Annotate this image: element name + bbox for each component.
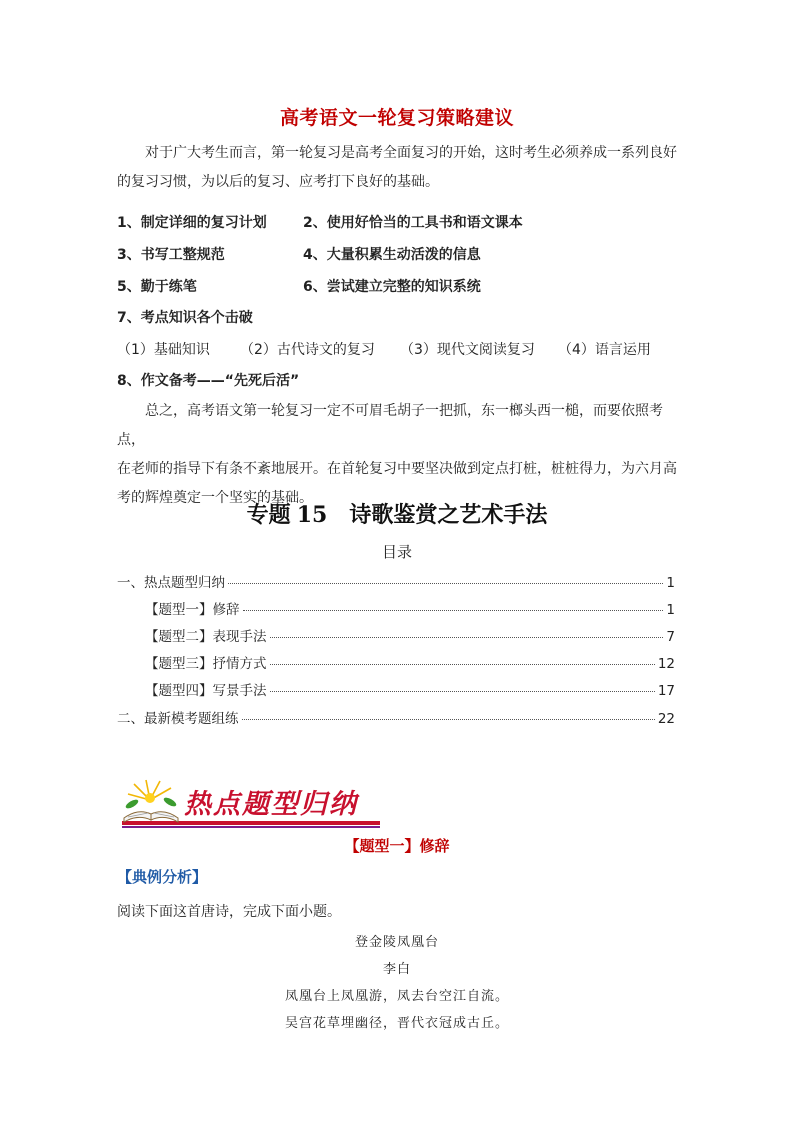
intro-paragraph [117,139,677,197]
bracket-close: 】 [404,837,420,855]
toc-heading: 目录 [381,543,412,561]
sub-item-3: （3）现代文阅读复习 [400,342,535,358]
toc-entry-page: 1 [666,602,675,618]
strategy-item-2: 2、使用好恰当的工具书和语文课本 [303,215,523,231]
toc-entry-page: 1 [666,575,675,591]
case-label: 【典例分析】 [117,868,208,886]
toc-leader-dots [270,637,664,638]
strategy-item-1: 1、制定详细的复习计划 [117,215,267,231]
sub-item-2: （2）古代诗文的复习 [240,342,375,358]
open-book-icon [120,778,382,830]
topic-heading [0,498,794,529]
type-label: 题型一 [359,837,405,855]
bracket-open: 【 [344,837,360,855]
toc-entry[interactable] [145,625,675,645]
toc-entry-label: 一、热点题型归纳 [117,575,225,591]
strategy-item-3: 3、书写工整规范 [117,247,225,263]
toc-entry[interactable] [117,707,675,727]
strategy-item-8: 8、作文备考——“先死后活” [117,373,300,389]
section-title [0,835,794,856]
strategy-item-6: 6、尝试建立完整的知识系统 [303,279,481,295]
poem-line: 凤凰台上凤凰游，凤去台空江自流。 [284,989,509,1004]
strategy-item-4: 4、大量积累生动活泼的信息 [303,247,481,263]
topic-title: 诗歌鉴赏之艺术手法 [349,502,548,528]
toc-entry-label: 【题型四】写景手法 [145,683,267,699]
toc-entry-page: 12 [657,656,675,672]
toc-leader-dots [270,664,655,665]
type-name: 修辞 [419,837,450,855]
sub-item-1: （1）基础知识 [117,342,210,358]
section-banner [120,778,382,830]
toc-entry-label: 二、最新模考题组练 [117,711,239,727]
toc-leader-dots [270,691,655,692]
toc-leader-dots [228,583,663,584]
strategy-item-7: 7、考点知识各个击破 [117,310,253,326]
page-title: 高考语文一轮复习策略建议 [279,107,514,129]
strategy-item-5: 5、勤于练笔 [117,279,197,295]
summary-paragraph [117,397,677,513]
banner-title: 热点题型归纳 [184,789,358,820]
topic-prefix: 专题 [246,502,291,528]
sub-item-4: （4）语言运用 [558,342,651,358]
summary-line: 在老师的指导下有条不紊地展开。在首轮复习中要坚决做到定点打桩，桩桩得力，为六月高 [117,461,677,477]
toc-entry-page: 7 [666,629,675,645]
toc-entry[interactable] [117,571,675,591]
toc-entry[interactable] [145,652,675,672]
toc-entry[interactable] [145,598,675,618]
summary-line: 考的辉煌奠定一个坚实的基础。 [117,490,313,506]
intro-line: 的复习习惯，为以后的复习、应考打下良好的基础。 [117,174,439,190]
poem-author: 李白 [382,962,411,977]
toc-leader-dots [243,610,664,611]
toc-entry-label: 【题型三】抒情方式 [145,656,267,672]
toc-entry-label: 【题型一】修辞 [145,602,240,618]
poem-title: 登金陵凤凰台 [354,935,439,950]
topic-number: 15 [296,502,328,528]
toc-entry-page: 22 [657,711,675,727]
toc-entry-label: 【题型二】表现手法 [145,629,267,645]
toc-entry-page: 17 [657,683,675,699]
summary-line: 总之，高考语文第一轮复习一定不可眉毛胡子一把抓，东一榔头西一槌，而要依照考点， [117,403,663,448]
toc-leader-dots [242,719,655,720]
poem-line: 吴宫花草埋幽径，晋代衣冠成古丘。 [284,1016,509,1031]
intro-line: 对于广大考生而言，第一轮复习是高考全面复习的开始，这时考生必须养成一系列良好 [145,145,677,161]
toc-entry[interactable] [145,679,675,699]
instruction-text: 阅读下面这首唐诗，完成下面小题。 [117,904,341,920]
